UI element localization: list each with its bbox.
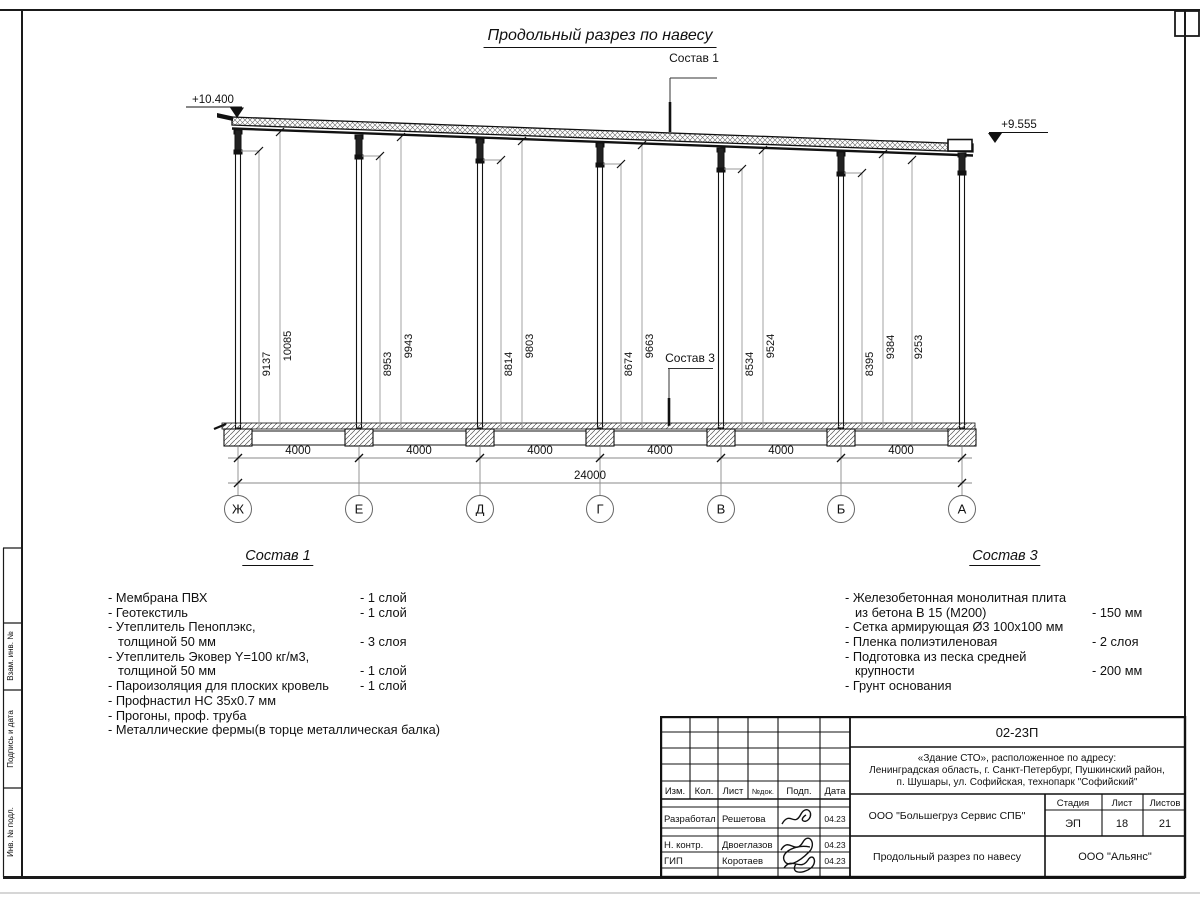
col-ndok: №док. [752, 787, 774, 796]
footing [827, 429, 855, 446]
material-row [108, 694, 538, 709]
material-row [108, 679, 538, 694]
col-data: Дата [824, 786, 846, 797]
material-name: - Утеплитель Эковер Y=100 кг/м3, [108, 648, 310, 664]
address-line1: «Здание СТО», расположенное по адресу: [917, 753, 1117, 764]
doc-number: 02-23П [995, 725, 1039, 740]
column [837, 152, 845, 428]
row-date: 04.23 [824, 840, 846, 850]
column [476, 139, 484, 428]
side-label-inv: Инв. № подл. [6, 807, 15, 857]
material-row [108, 635, 538, 650]
bay-dim: 4000 [647, 445, 673, 457]
axis-label: Е [354, 501, 364, 517]
svg-text:Состав 1: Состав 1 [669, 51, 719, 65]
material-name: - Подготовка из песка средней [845, 648, 1027, 664]
callout-sostav1 [669, 51, 719, 132]
sheets-label: Листов [1149, 798, 1181, 809]
material-qty: - 2 слоя [1092, 634, 1139, 650]
material-qty: - 200 мм [1092, 663, 1143, 679]
bay-dim: 4000 [406, 445, 432, 457]
footing [948, 429, 976, 446]
height-dim: 9253 [913, 334, 925, 360]
axis-label: Г [596, 501, 604, 517]
column [958, 153, 966, 428]
material-name: - Сетка армирующая Ø3 100х100 мм [845, 619, 1064, 635]
column [596, 143, 604, 428]
elevation-mark-right [988, 119, 1048, 143]
column [234, 130, 242, 428]
material-name: - Мембрана ПВХ [108, 590, 208, 605]
svg-text:+10.400: +10.400 [192, 94, 234, 106]
material-row [108, 620, 538, 635]
axis-label: Б [836, 501, 846, 517]
row-date: 04.23 [824, 856, 846, 866]
axis-label: А [957, 501, 967, 517]
sheet-title: Продольный разрез по навесу [873, 851, 1021, 863]
title-block [660, 716, 1187, 879]
signature [781, 810, 814, 872]
sostav1-list [108, 591, 538, 738]
height-dim: 9943 [403, 333, 415, 359]
material-name: из бетона В 15 (М200) [855, 604, 987, 620]
material-qty: - 3 слоя [360, 634, 407, 650]
footing [224, 429, 252, 446]
row-role: ГИП [664, 856, 683, 867]
col-list: Лист [722, 786, 744, 797]
side-label-podpis: Подпись и дата [6, 710, 15, 768]
material-qty: - 1 слой [360, 590, 407, 605]
height-dim: 8814 [503, 351, 515, 377]
row-role: Разработал [664, 814, 716, 825]
material-row [845, 679, 1185, 694]
bay-dim: 4000 [768, 445, 794, 457]
material-name: - Пароизоляция для плоских кровель [108, 678, 329, 694]
roof-right-endplate [948, 140, 972, 152]
material-row [845, 650, 1185, 665]
sostav3-list [845, 591, 1185, 694]
sheet-label: Лист [1111, 798, 1133, 809]
material-name: - Прогоны, проф. труба [108, 707, 247, 723]
corner-stamp-box [1175, 11, 1199, 36]
height-dim: 8953 [382, 351, 394, 377]
footing [466, 429, 494, 446]
material-name: толщиной 50 мм [118, 634, 216, 650]
bottom-dimensions [228, 445, 972, 495]
height-dim: 9524 [765, 333, 777, 359]
material-name: - Металлические фермы(в торце металлическая балка) [108, 722, 440, 738]
material-row [108, 606, 538, 621]
address-line2: Ленинградская область, г. Санкт-Петербург, Пушкинский район, [869, 765, 1165, 776]
row-role: Н. контр. [664, 840, 704, 851]
row-name: Двоеглазов [722, 840, 773, 851]
row-name: Коротаев [722, 856, 764, 867]
material-name: - Геотекстиль [108, 604, 188, 620]
sostav3-title: Состав 3 [969, 548, 1040, 566]
org-name: ООО "Альянс" [1078, 851, 1152, 863]
material-row [845, 591, 1185, 606]
sheets-value: 21 [1158, 818, 1172, 830]
roof-band [217, 113, 973, 156]
svg-text:+9.555: +9.555 [1001, 119, 1037, 131]
stage-value: ЭП [1065, 818, 1081, 830]
material-qty: - 1 слой [360, 678, 407, 694]
material-row [845, 620, 1185, 635]
height-dim: 8534 [744, 351, 756, 377]
material-name: - Пленка полиэтиленовая [845, 634, 998, 650]
height-dim: 10085 [282, 330, 294, 362]
svg-text:Состав 3: Состав 3 [665, 351, 715, 365]
height-dimensions [241, 128, 925, 428]
sostav1-title: Состав 1 [242, 548, 313, 566]
row-date: 04.23 [824, 814, 846, 824]
drawing-title: Продольный разрез по навесу [484, 27, 717, 48]
height-dim: 9803 [524, 333, 536, 359]
material-row [845, 635, 1185, 650]
columns [234, 130, 966, 428]
elevation-mark-left [186, 94, 244, 118]
material-row [108, 723, 538, 738]
material-qty: - 150 мм [1092, 604, 1143, 620]
material-name: - Грунт основания [845, 678, 952, 694]
material-name: - Профнастил НС 35х0.7 мм [108, 692, 277, 708]
height-dim: 9137 [261, 351, 273, 377]
company-name: ООО "Большегруз Сервис СПБ" [868, 810, 1026, 822]
axis-bubbles [225, 496, 976, 523]
material-row [108, 591, 538, 606]
footing [707, 429, 735, 446]
axis-label: В [716, 501, 726, 517]
height-dim: 9663 [644, 333, 656, 359]
col-izm: Изм. [664, 786, 686, 797]
footing [345, 429, 373, 446]
material-row [108, 664, 538, 679]
footing [586, 429, 614, 446]
material-name: - Железобетонная монолитная плита [845, 590, 1067, 605]
column [717, 148, 725, 428]
total-dim: 24000 [574, 470, 606, 482]
height-dim: 9384 [885, 334, 897, 360]
material-row [108, 650, 538, 665]
side-label-vzam: Взам. инв. № [6, 631, 15, 681]
bay-dim: 4000 [285, 445, 311, 457]
bay-dim: 4000 [888, 445, 914, 457]
bay-dim: 4000 [527, 445, 553, 457]
callout-sostav3 [665, 351, 715, 426]
height-dim: 8674 [623, 351, 635, 377]
material-row [108, 709, 538, 724]
address-line3: п. Шушары, ул. Софийская, технопарк "Софийский" [896, 777, 1138, 788]
row-name: Решетова [722, 814, 766, 825]
col-kol: Кол. [694, 786, 714, 797]
col-podp: Подп. [786, 786, 812, 797]
material-row [845, 606, 1185, 621]
material-qty: - 1 слой [360, 663, 407, 679]
material-name: толщиной 50 мм [118, 663, 216, 679]
material-name: крупности [855, 663, 915, 679]
material-name: - Утеплитель Пеноплэкс, [108, 619, 256, 635]
roof-left-flashing [217, 113, 233, 121]
height-dim: 8395 [864, 351, 876, 377]
column [355, 135, 363, 428]
stage-label: Стадия [1056, 798, 1090, 809]
sheet-value: 18 [1115, 818, 1129, 830]
axis-label: Д [475, 501, 485, 517]
material-row [845, 664, 1185, 679]
axis-label: Ж [231, 501, 245, 517]
material-qty: - 1 слой [360, 604, 407, 620]
